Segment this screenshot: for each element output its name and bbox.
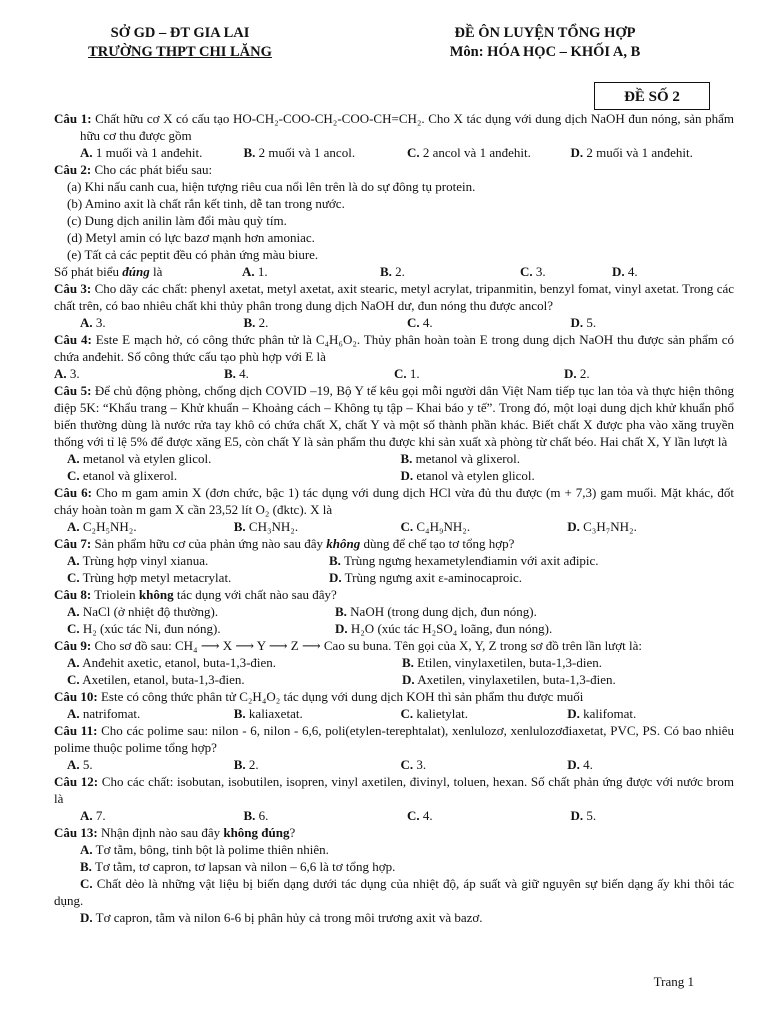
option-c[interactable]: C. C₄H₉NH₂. [400, 519, 471, 534]
option-b[interactable]: B. Tơ tằm, tơ capron, tơ lapsan và nilon – 6,6 là tơ tổng hợp. [80, 859, 396, 874]
answer-options [54, 654, 734, 671]
option-d[interactable]: D. C₃H₇NH₂. [567, 519, 637, 534]
question-9: Câu 9: Cho sơ đồ sau: CH₄ ⟶ X ⟶ Y ⟶ Z ⟶ Cao su buna. Tên gọi của X, Y, Z trong sơ đồ trên lần lượt là: A. Anđehit axetic, etanol, buta-1,3-đien. B. Etilen, vinylaxetilen, buta-1,3-dien. C. Axetilen, etanol, buta-1,3-đien. D. Axetilen, vinylaxetilen, buta-1,3-đien. [54, 637, 734, 688]
option-a[interactable]: A. Trùng hợp vinyl xianua. [67, 553, 209, 568]
answer-options [54, 450, 734, 467]
statement-c: (c) Dung dịch anilin làm đổi màu quỳ tím. [67, 213, 287, 228]
school-header [40, 24, 320, 62]
option-b[interactable]: B. Etilen, vinylaxetilen, buta-1,3-dien. [402, 655, 603, 670]
exam-subject: Môn: HÓA HỌC – KHỐI A, B [449, 44, 641, 60]
option-d[interactable]: D. 2 muối và 1 anđehit. [570, 145, 693, 160]
option-c[interactable]: C. Chất dẻo là những vật liệu bị biến dạng dưới tác dụng của nhiệt độ, áp suất và giữ nguyên sự biến dạng ấy khi thôi tác dụng. [54, 876, 735, 908]
option-c[interactable]: C. kalietylat. [400, 706, 469, 721]
option-c[interactable]: C. Axetilen, etanol, buta-1,3-đien. [67, 672, 245, 687]
option-a[interactable]: A. 3. [54, 366, 80, 381]
statement-a: (a) Khi nấu canh cua, hiện tượng riêu cua nổi lên trên là do sự đông tụ protein. [67, 179, 476, 194]
option-b[interactable]: B. NaOH (trong dung dịch, đun nóng). [335, 604, 537, 619]
question-12: Câu 12: Cho các chất: isobutan, isobutilen, isopren, vinyl axetilen, đivinyl, toluen, hexan. Số chất phản ứng được với nước brom là A. 7. B. 6. C. 4. D. 5. [54, 774, 735, 823]
question-6: Câu 6: Cho m gam amin X (đơn chức, bậc 1) tác dụng với dung dịch HCl vừa đủ thu được (m + 7,3) gam muối. Mặt khác, đốt cháy hoàn toàn m gam X cần 23,52 lít O₂ (đktc). X là A. C₂H₅NH₂. B. CH₃NH₂. C. C₄H₉NH₂. D. C₃H₇NH₂. [54, 485, 734, 534]
question-5: Câu 5: Để chủ động phòng, chống dịch COVID –19, Bộ Y tế kêu gọi mỗi người dân Việt Nam tiếp tục lan tỏa và thực hiện thông điệp 5K: “Khẩu trang – Khử khuẩn – Khoảng cách – Không tụ tập – Khai báo y tế”. Trong đó, một loại dung dịch khử khuẩn phổ biến thường dùng là nước rửa tay khô có chứa chất X, chất Y và một số thành phần khác. Biết chất X được pha vào xăng truyền thống với tỉ lệ 5% để được xăng E5, còn chất Y là sản phẩm thu được khi sản xuất xà phòng từ chất béo. Hai chất X, Y lần lượt là A. metanol và etylen glicol. B. metanol và glixerol. C. etanol và glixerol. D. etanol và etylen glicol. [54, 383, 735, 483]
option-a[interactable]: A. 1. [242, 264, 268, 279]
option-a[interactable]: A. C₂H₅NH₂. [67, 519, 137, 534]
answer-options [54, 263, 734, 280]
answer-options [54, 467, 734, 484]
question-text: Cho dãy các chất: phenyl axetat, metyl axetat, axit stearic, metyl acrylat, tripanmitin, benzyl fomat, vinyl axetat. Trong các chất trên, có bao nhiêu chất khi thủy phân trong dung dịch NaOH dư, đun nóng thu được ancol? [54, 281, 735, 313]
question-text: Cho các phát biểu sau: [94, 162, 213, 177]
option-b[interactable]: B. kaliaxetat. [233, 706, 303, 721]
question-text: Để chủ động phòng, chống dịch COVID –19, Bộ Y tế kêu gọi mỗi người dân Việt Nam tiếp tục lan tỏa và thực hiện thông điệp 5K: “Khẩu trang – Khử khuẩn – Khoảng cách – Không tụ tập – Khai báo y tế”. Trong đó, một loại dung dịch khử khuẩn phổ biến thường dùng là nước rửa tay khô có chứa chất X, chất Y và một số thành phần khác. Biết chất X được pha vào xăng truyền thống với tỉ lệ 5% để được xăng E5, còn chất Y là sản phẩm thu được khi sản xuất xà phòng từ chất béo. Hai chất X, Y lần lượt là [54, 383, 735, 449]
statement-d: (d) Metyl amin có lực bazơ mạnh hơn amoniac. [67, 230, 315, 245]
answer-options [54, 569, 734, 586]
statement-e: (e) Tất cả các peptit đều có phản ứng màu biure. [67, 247, 319, 262]
answer-options [54, 620, 734, 637]
option-d[interactable]: D. 5. [570, 315, 597, 330]
option-b[interactable]: B. 2 muối và 1 ancol. [243, 145, 356, 160]
question-1: Câu 1: Chất hữu cơ X có cấu tạo HO-CH₂-COO-CH₂-COO-CH=CH₂. Cho X tác dụng với dung dịch NaOH đun nóng, sản phẩm hữu cơ thu được gồm A. 1 muối và 1 anđehit. B. 2 muối và 1 ancol. C. 2 ancol và 1 anđehit. D. 2 muối và 1 anđehit. [54, 111, 735, 160]
option-d[interactable]: D. 4. [612, 264, 638, 279]
option-a[interactable]: A. NaCl (ở nhiệt độ thường). [67, 604, 219, 619]
option-d[interactable]: D. 4. [567, 757, 593, 772]
answer-options [54, 144, 734, 161]
exam-title: ĐỀ ÔN LUYỆN TỔNG HỢP [454, 25, 636, 41]
option-d[interactable]: D. 2. [564, 366, 590, 381]
option-a[interactable]: A. Tơ tằm, bông, tinh bột là polime thiên nhiên. [80, 842, 329, 857]
question-prompt: Số phát biểu đúng là [54, 264, 163, 279]
option-b[interactable]: B. 2. [243, 315, 269, 330]
question-2: Câu 2: Cho các phát biểu sau: (a) Khi nấu canh cua, hiện tượng riêu cua nổi lên trên là do sự đông tụ protein. (b) Amino axit là chất rắn kết tinh, dễ tan trong nước. (c) Dung dịch anilin làm đổi màu quỳ tím. (d) Metyl amin có lực bazơ mạnh hơn amoniac. (e) Tất cả các peptit đều có phản ứng màu biure. Số phát biểu đúng là A. 1. B. 2. C. 3. D. 4. [54, 161, 734, 280]
question-10: Câu 10: Este có công thức phân tử C₂H₄O₂ tác dụng với dung dịch KOH thì sản phẩm thu được muối A. natrifomat. B. kaliaxetat. C. kalietylat. D. kalifomat. [54, 688, 734, 722]
question-text: Este E mạch hở, có công thức phân tử là C₄H₆O₂. Thủy phân hoàn toàn E trong dung dịch NaOH thu được sản phẩm có chứa anđehit. Số công thức cấu tạo phù hợp với E là [54, 332, 735, 364]
exam-header [380, 24, 710, 62]
question-text: Cho các polime sau: nilon - 6, nilon - 6,6, poli(etylen-terephtalat), xenlulozơ, xenlulozơđiaxetat, PVC, PS. Có bao nhiêu polime thuộc polime tổng hợp? [54, 723, 735, 755]
answer-options [54, 603, 734, 620]
statement-b: (b) Amino axit là chất rắn kết tinh, dễ tan trong nước. [67, 196, 345, 211]
option-b[interactable]: B. 6. [243, 808, 269, 823]
question-text: Chất hữu cơ X có cấu tạo HO-CH₂-COO-CH₂-COO-CH=CH₂. Cho X tác dụng với dung dịch NaOH đun nóng, sản phẩm hữu cơ thu được gồm [80, 111, 735, 143]
question-7: Câu 7: Sản phẩm hữu cơ của phản ứng nào sau đây không dùng để chế tạo tơ tổng hợp? A. Trùng hợp vinyl xianua. B. Trùng ngưng hexametylenđiamin với axit ađipic. C. Trùng hợp metyl metacrylat. D. Trùng ngưng axit ε-aminocaproic. [54, 535, 734, 586]
option-d[interactable]: D. Tơ capron, tằm và nilon 6-6 bị phân hủy cả trong môi trương axit và bazơ. [80, 910, 483, 925]
question-3: Câu 3: Cho dãy các chất: phenyl axetat, metyl axetat, axit stearic, metyl acrylat, tripanmitin, benzyl fomat, vinyl axetat. Trong các chất trên, có bao nhiêu chất khi thủy phân trong dung dịch NaOH dư, đun nóng thu được ancol? A. 3. B. 2. C. 4. D. 5. [54, 281, 735, 330]
option-c[interactable]: C. etanol và glixerol. [67, 468, 178, 483]
option-d[interactable]: D. etanol và etylen glicol. [400, 468, 535, 483]
answer-options [54, 705, 734, 722]
answer-options [54, 552, 734, 569]
option-b[interactable]: B. Trùng ngưng hexametylenđiamin với axit ađipic. [329, 553, 599, 568]
option-c[interactable]: C. H₂ (xúc tác Ni, đun nóng). [67, 621, 221, 636]
option-c[interactable]: C. Trùng hợp metyl metacrylat. [67, 570, 232, 585]
option-d[interactable]: D. kalifomat. [567, 706, 637, 721]
option-a[interactable]: A. natrifomat. [67, 706, 141, 721]
option-c[interactable]: C. 3. [400, 757, 427, 772]
questions [54, 110, 734, 926]
answer-options [54, 518, 734, 535]
option-c[interactable]: C. 4. [407, 808, 433, 823]
question-8: Câu 8: Triolein không tác dụng với chất nào sau đây? A. NaCl (ở nhiệt độ thường). B. NaOH (trong dung dịch, đun nóng). C. H₂ (xúc tác Ni, đun nóng). D. H₂O (xúc tác H₂SO₄ loãng, đun nóng). [54, 586, 734, 637]
option-a[interactable]: A. 7. [80, 808, 106, 823]
school-name: TRƯỜNG THPT CHI LĂNG [88, 44, 272, 60]
option-c[interactable]: C. 4. [407, 315, 433, 330]
option-c[interactable]: C. 1. [394, 366, 420, 381]
question-13: Câu 13: Nhận định nào sau đây không đúng? A. Tơ tằm, bông, tinh bột là polime thiên nhiên. B. Tơ tằm, tơ capron, tơ lapsan và nilon – 6,6 là tơ tổng hợp. C. Chất dẻo là những vật liệu bị biến dạng dưới tác dụng của nhiệt độ, áp suất và giữ nguyên sự biến dạng ấy khi thôi tác dụng. D. Tơ capron, tằm và nilon 6-6 bị phân hủy cả trong môi trương axit và bazơ. [54, 825, 735, 925]
option-b[interactable]: B. 2. [380, 264, 405, 279]
option-a[interactable]: A. Anđehit axetic, etanol, buta-1,3-đien. [67, 655, 277, 670]
question-text: Este có công thức phân tử C₂H₄O₂ tác dụng với dung dịch KOH thì sản phẩm thu được muối [100, 689, 584, 704]
option-b[interactable]: B. metanol và glixerol. [400, 451, 521, 466]
option-d[interactable]: D. H₂O (xúc tác H₂SO₄ loãng, đun nóng). [335, 621, 553, 636]
option-b[interactable]: B. 4. [224, 366, 249, 381]
option-b[interactable]: B. 2. [233, 757, 259, 772]
answer-options [54, 671, 734, 688]
page-number: Trang 1 [653, 974, 694, 989]
option-d[interactable]: D. Trùng ngưng axit ε-aminocaproic. [329, 570, 523, 585]
question-text: Cho m gam amin X (đơn chức, bậc 1) tác dụng với dung dịch HCl vừa đủ thu được (m + 7,3) gam muối. Mặt khác, đốt cháy hoàn toàn m gam X cần 23,52 lít O₂ (đktc). X là [54, 485, 734, 517]
question-text: Cho các chất: isobutan, isobutilen, isopren, vinyl axetilen, đivinyl, toluen, hexan. Số chất phản ứng được với nước brom là [54, 774, 735, 806]
option-a[interactable]: A. 1 muối và 1 anđehit. [80, 145, 203, 160]
option-c[interactable]: C. 3. [520, 264, 546, 279]
answer-options [54, 807, 734, 824]
exam-number-box: ĐỀ SỐ 2 [594, 82, 710, 110]
option-d[interactable]: D. 5. [570, 808, 597, 823]
option-d[interactable]: D. Axetilen, vinylaxetilen, buta-1,3-đien. [402, 672, 616, 687]
department-name: SỞ GD – ĐT GIA LAI [110, 25, 250, 41]
question-4: Câu 4: Este E mạch hở, có công thức phân tử là C₄H₆O₂. Thủy phân hoàn toàn E trong dung dịch NaOH thu được sản phẩm có chứa anđehit. Số công thức cấu tạo phù hợp với E là A. 3. B. 4. C. 1. D. 2. [54, 332, 735, 381]
question-text: Cho sơ đồ sau: CH₄ ⟶ X ⟶ Y ⟶ Z ⟶ Cao su buna. Tên gọi của X, Y, Z trong sơ đồ trên lần lượt là: [94, 638, 642, 653]
option-c[interactable]: C. 2 ancol và 1 anđehit. [407, 145, 531, 160]
answer-options [54, 314, 734, 331]
option-a[interactable]: A. 5. [67, 757, 93, 772]
option-a[interactable]: A. 3. [80, 315, 106, 330]
option-a[interactable]: A. metanol và etylen glicol. [67, 451, 212, 466]
option-b[interactable]: B. CH₃NH₂. [233, 519, 299, 534]
answer-options [54, 365, 734, 382]
question-11: Câu 11: Cho các polime sau: nilon - 6, nilon - 6,6, poli(etylen-terephtalat), xenlulozơ, xenlulozơđiaxetat, PVC, PS. Có bao nhiêu polime thuộc polime tổng hợp? A. 5. B. 2. C. 3. D. 4. [54, 723, 735, 772]
answer-options [54, 756, 734, 773]
